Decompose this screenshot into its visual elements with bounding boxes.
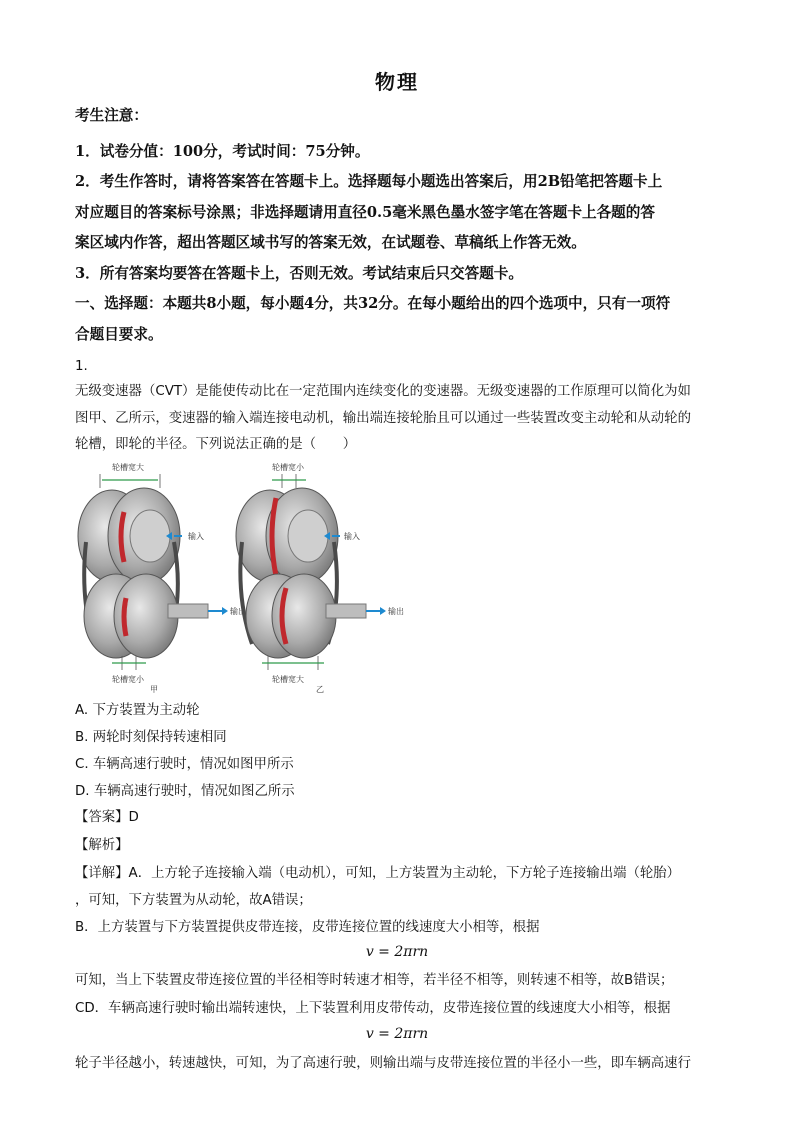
option-b: B. 两轮时刻保持转速相同: [75, 730, 227, 745]
detail-line-5: CD．车辆高速行驶时输出端转速快，上下装置利用皮带传动，皮带连接位置的线速度大小相等，根据: [75, 1001, 671, 1016]
question-stem-3: 轮槽，即轮的半径。下列说法正确的是（ ）: [75, 437, 357, 452]
notice-item-2-cont: 对应题目的答案标号涂黑；非选择题请用直径0.5毫米黑色墨水签字笔在答题卡上各题的答: [75, 204, 655, 221]
yi-caption: 乙: [316, 685, 324, 694]
notice-item-2: 2．考生作答时，请将答案答在答题卡上。选择题每小题选出答案后，用2B铅笔把答题卡上: [75, 173, 663, 190]
cvt-figure: [72, 458, 412, 696]
jia-output-label: 输出: [230, 607, 246, 616]
jia-top-label: 轮槽宽大: [112, 463, 144, 472]
detail-line-1: 【详解】A．上方轮子连接输入端（电动机），可知，上方装置为主动轮，下方轮子连接输出端（轮胎）: [75, 866, 681, 881]
section-heading-cont: 合题目要求。: [75, 326, 163, 343]
option-d: D. 车辆高速行驶时，情况如图乙所示: [75, 784, 295, 799]
notice-item-2-cont2: 案区域内作答，超出答题区域书写的答案无效，在试题卷、草稿纸上作答无效。: [75, 234, 586, 251]
analysis-label: 【解析】: [75, 838, 129, 853]
question-stem-2: 图甲、乙所示，变速器的输入端连接电动机，输出端连接轮胎且可以通过一些装置改变主动轮和从动轮的: [75, 411, 691, 426]
section-heading: 一、选择题：本题共8小题，每小题4分，共32分。在每小题给出的四个选项中，只有一项符: [75, 295, 671, 312]
formula-1: v = 2πrn: [365, 944, 429, 960]
jia-caption: 甲: [150, 685, 158, 694]
yi-bottom-label: 轮槽宽大: [272, 675, 304, 684]
jia-bottom-label: 轮槽宽小: [112, 675, 144, 684]
cvt-diagram-jia: [78, 462, 246, 694]
detail-line-3: B．上方装置与下方装置提供皮带连接，皮带连接位置的线速度大小相等，根据: [75, 920, 540, 935]
cvt-diagram-yi: [236, 462, 404, 694]
option-c: C. 车辆高速行驶时，情况如图甲所示: [75, 757, 294, 772]
question-stem-1: 无级变速器（CVT）是能使传动比在一定范围内连续变化的变速器。无级变速器的工作原理可以简化为如: [75, 384, 691, 399]
answer: 【答案】D: [75, 810, 139, 825]
yi-output-label: 输出: [388, 607, 404, 616]
detail-line-6: 轮子半径越小，转速越快，可知，为了高速行驶，则输出端与皮带连接位置的半径小一些，即车辆高速行: [75, 1056, 691, 1071]
notice-heading: 考生注意：: [75, 107, 148, 124]
option-a: A. 下方装置为主动轮: [75, 703, 200, 718]
detail-line-2: ，可知，下方装置为从动轮，故A错误；: [75, 893, 312, 908]
formula-2: v = 2πrn: [365, 1026, 429, 1042]
question-number: 1.: [75, 359, 88, 374]
jia-input-label: 输入: [188, 532, 204, 541]
notice-item-1: 1．试卷分值：100分，考试时间：75分钟。: [75, 143, 370, 160]
yi-top-label: 轮槽宽小: [272, 463, 304, 472]
notice-item-3: 3．所有答案均要答在答题卡上，否则无效。考试结束后只交答题卡。: [75, 265, 523, 282]
page-title: 物理: [375, 70, 419, 94]
yi-input-label: 输入: [344, 532, 360, 541]
detail-line-4: 可知，当上下装置皮带连接位置的半径相等时转速才相等，若半径不相等，则转速不相等，故B错误；: [75, 973, 674, 988]
